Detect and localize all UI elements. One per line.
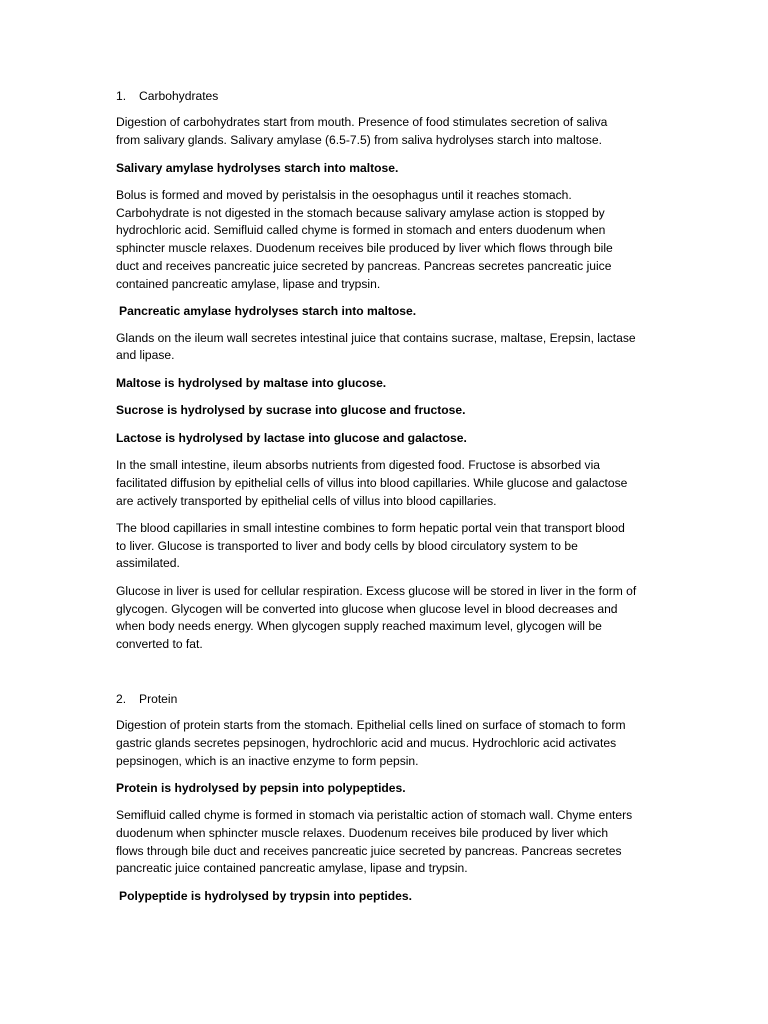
paragraph-line: Semifluid called chyme is formed in stomach via peristaltic action of stomach wall. Chyme enters: [116, 808, 633, 822]
paragraph-line: Bolus is formed and moved by peristalsis in the oesophagus until it reaches stomach.: [116, 188, 572, 202]
paragraph-line: pepsinogen, which is an inactive enzyme to form pepsin.: [116, 754, 419, 768]
paragraph-line: converted to fat.: [116, 637, 203, 651]
paragraph-line: pancreatic juice contained pancreatic amylase, lipase and trypsin.: [116, 861, 468, 875]
bold-statement: Sucrose is hydrolysed by sucrase into glucose and fructose.: [116, 403, 466, 417]
paragraph-line: glycogen. Glycogen will be converted into glucose when glucose level in blood decreases and: [116, 602, 618, 616]
paragraph-line: Glands on the ileum wall secretes intestinal juice that contains sucrase, maltase, Erepsin, lactase: [116, 331, 636, 345]
paragraph-line: Digestion of carbohydrates start from mouth. Presence of food stimulates secretion of saliva: [116, 115, 608, 129]
paragraph-line: gastric glands secretes pepsinogen, hydrochloric acid and mucus. Hydrochloric acid activates: [116, 736, 617, 750]
paragraph-line: duct and receives pancreatic juice secreted by pancreas. Pancreas secretes pancreatic juice: [116, 259, 612, 273]
paragraph-line: assimilated.: [116, 556, 180, 570]
paragraph-line: In the small intestine, ileum absorbs nutrients from digested food. Fructose is absorbed via: [116, 458, 600, 472]
paragraph-line: and lipase.: [116, 348, 175, 362]
paragraph-line: The blood capillaries in small intestine combines to form hepatic portal vein that transport blood: [116, 521, 625, 535]
bold-statement: Protein is hydrolysed by pepsin into polypeptides.: [116, 781, 406, 795]
paragraph-line: flows through bile duct and receives pancreatic juice secreted by pancreas. Pancreas secretes: [116, 844, 622, 858]
section-heading-carbohydrates: Carbohydrates: [139, 89, 219, 103]
bold-statement: Pancreatic amylase hydrolyses starch into maltose.: [119, 304, 417, 318]
bold-statement: Lactose is hydrolysed by lactase into glucose and galactose.: [116, 431, 467, 445]
paragraph-line: when body needs energy. When glycogen supply reached maximum level, glycogen will be: [116, 619, 602, 633]
paragraph-line: Glucose in liver is used for cellular respiration. Excess glucose will be stored in liver in the form of: [116, 584, 637, 598]
bold-statement: Polypeptide is hydrolysed by trypsin into peptides.: [119, 889, 412, 903]
section-number: 2.: [116, 692, 127, 706]
paragraph-line: contained pancreatic amylase, lipase and trypsin.: [116, 277, 381, 291]
paragraph-line: sphincter muscle relaxes. Duodenum receives bile produced by liver which flows through bile: [116, 241, 613, 255]
paragraph-line: hydrochloric acid. Semifluid called chyme is formed in stomach and enters duodenum when: [116, 223, 606, 237]
paragraph-line: duodenum when sphincter muscle relaxes. Duodenum receives bile produced by liver which: [116, 826, 609, 840]
paragraph-line: to liver. Glucose is transported to liver and body cells by blood circulatory system to be: [116, 539, 578, 553]
bold-statement: Maltose is hydrolysed by maltase into glucose.: [116, 376, 387, 390]
section-heading-protein: Protein: [139, 692, 178, 706]
paragraph-line: are actively transported by epithelial cells of villus into blood capillaries.: [116, 494, 497, 508]
bold-statement: Salivary amylase hydrolyses starch into maltose.: [116, 161, 399, 175]
paragraph-line: from salivary glands. Salivary amylase (6.5-7.5) from saliva hydrolyses starch into maltose.: [116, 133, 602, 147]
paragraph-line: Digestion of protein starts from the stomach. Epithelial cells lined on surface of stomach to form: [116, 718, 626, 732]
paragraph-line: Carbohydrate is not digested in the stomach because salivary amylase action is stopped by: [116, 206, 605, 220]
paragraph-line: facilitated diffusion by epithelial cells of villus into blood capillaries. While glucose and galactose: [116, 476, 628, 490]
section-number: 1.: [116, 89, 127, 103]
